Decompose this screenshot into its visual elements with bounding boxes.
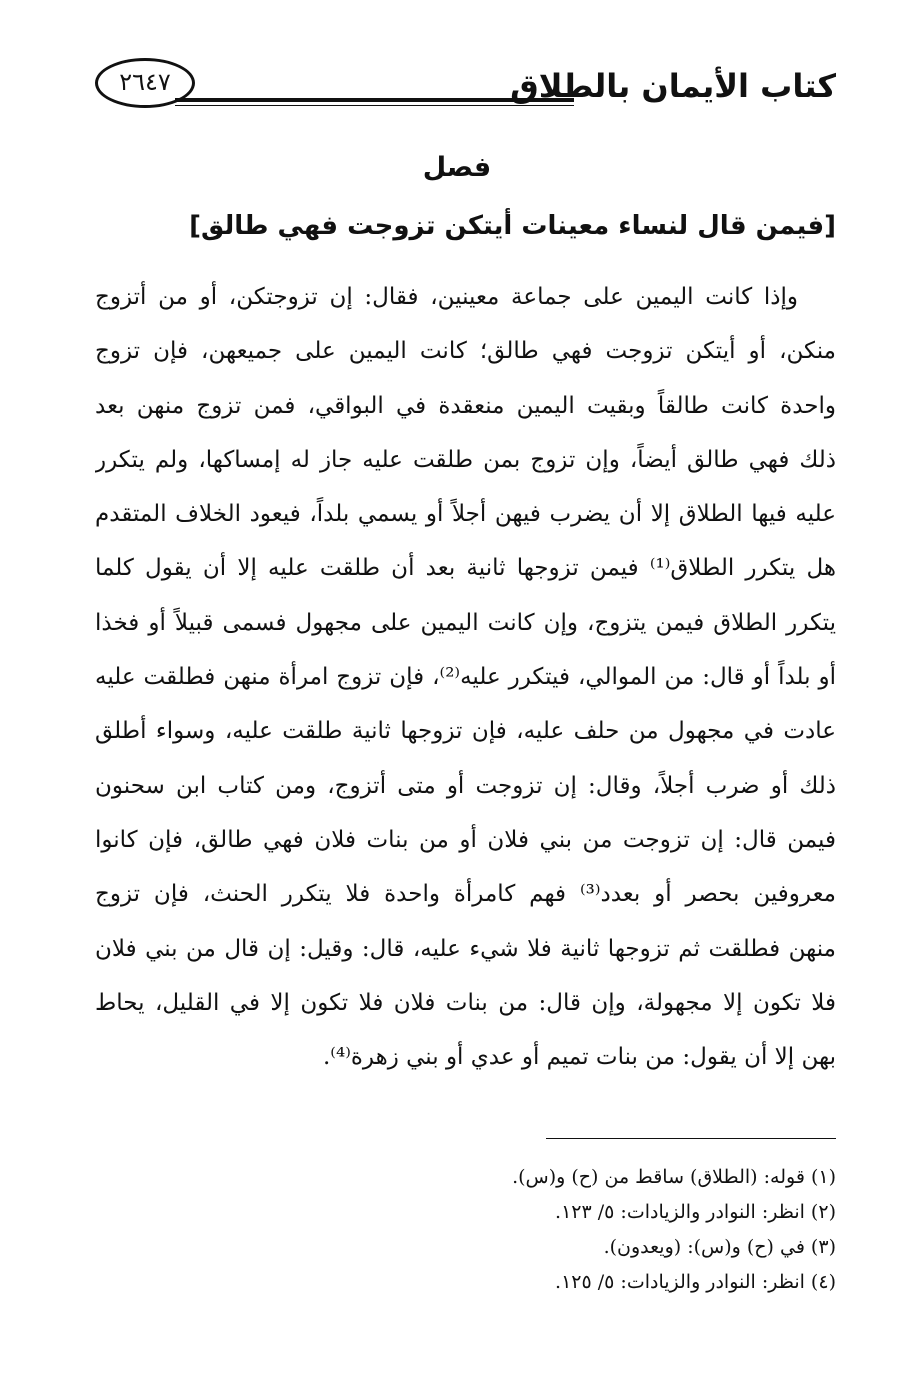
- body-line: هل يتكرر الطلاق⁽¹⁾ فيمن تزوجها ثانية بعد أن طلقت عليه إلا أن يقول كلما: [95, 555, 836, 582]
- header-rule: [175, 98, 574, 102]
- page-number: ٢٦٤٧: [119, 68, 171, 96]
- body-line: أو بلداً أو قال: من الموالي، فيتكرر عليه⁽²⁾، فإن تزوج امرأة منهن فطلقت عليه: [95, 664, 836, 691]
- body-line: عليه فيها الطلاق إلا أن يضرب فيهن أجلاً أو يسمي بلداً، فيعود الخلاف المتقدم: [95, 501, 836, 528]
- body-line: منهن فطلقت ثم تزوجها ثانية فلا شيء عليه، قال: وقيل: إن قال من بني فلان: [95, 935, 836, 962]
- body-line: وإذا كانت اليمين على جماعة معينين، فقال: إن تزوجتكن، أو من أتزوج: [95, 284, 798, 310]
- book-title: كتاب الأيمان بالطلاق: [510, 67, 836, 105]
- body-text: [95, 270, 836, 1084]
- header-rule-thin: [175, 105, 574, 106]
- body-line: معروفين بحصر أو بعدد⁽³⁾ فهم كامرأة واحدة فلا يتكرر الحنث، فإن تزوج: [95, 881, 836, 908]
- chapter-heading: [فيمن قال لنساء معينات أيتكن تزوجت فهي طالق]: [189, 211, 836, 241]
- body-line: فلا تكون إلا مجهولة، وإن قال: من بنات فلان فلا تكون إلا في القليل، يحاط: [95, 989, 836, 1016]
- body-line: منكن، أو أيتكن تزوجت فهي طالق؛ كانت اليمين على جميعهن، فإن تزوج: [95, 338, 836, 365]
- footnote: (٤) انظر: النوادر والزيادات: ٥/ ١٢٥.: [555, 1271, 836, 1293]
- footnote: (٣) في (ح) و(س): (ويعدون).: [603, 1236, 836, 1258]
- section-title: فصل: [422, 152, 492, 183]
- footnote: (١) قوله: (الطلاق) ساقط من (ح) و(س).: [512, 1166, 836, 1188]
- body-line: يتكرر الطلاق فيمن يتزوج، وإن كانت اليمين على مجهول فسمى قبيلاً أو فخذا: [95, 609, 836, 636]
- body-line: ذلك فهي طالق أيضاً، وإن تزوج بمن طلقت عليه جاز له إمساكها، ولم يتكرر: [95, 446, 836, 473]
- footnote-separator: [546, 1138, 836, 1139]
- body-line: ذلك أو ضرب أجلاً، وقال: إن تزوجت أو متى أتزوج، ومن كتاب ابن سحنون: [95, 772, 836, 799]
- footnotes: [95, 1160, 836, 1300]
- body-line: عادت في مجهول من حلف عليه، فإن تزوجها ثانية طلقت عليه، وسواء أطلق: [95, 718, 836, 745]
- footnote: (٢) انظر: النوادر والزيادات: ٥/ ١٢٣.: [555, 1201, 836, 1223]
- body-line: فيمن قال: إن تزوجت من بني فلان أو من بنات فلان فهي طالق، فإن كانوا: [95, 826, 836, 853]
- running-header: [95, 58, 836, 118]
- body-line: بهن إلا أن يقول: من بنات تميم أو عدي أو بني زهرة⁽⁴⁾.: [322, 1044, 836, 1071]
- body-line: واحدة كانت طالقاً وبقيت اليمين منعقدة في البواقي، فمن تزوج منهن بعد: [95, 392, 836, 419]
